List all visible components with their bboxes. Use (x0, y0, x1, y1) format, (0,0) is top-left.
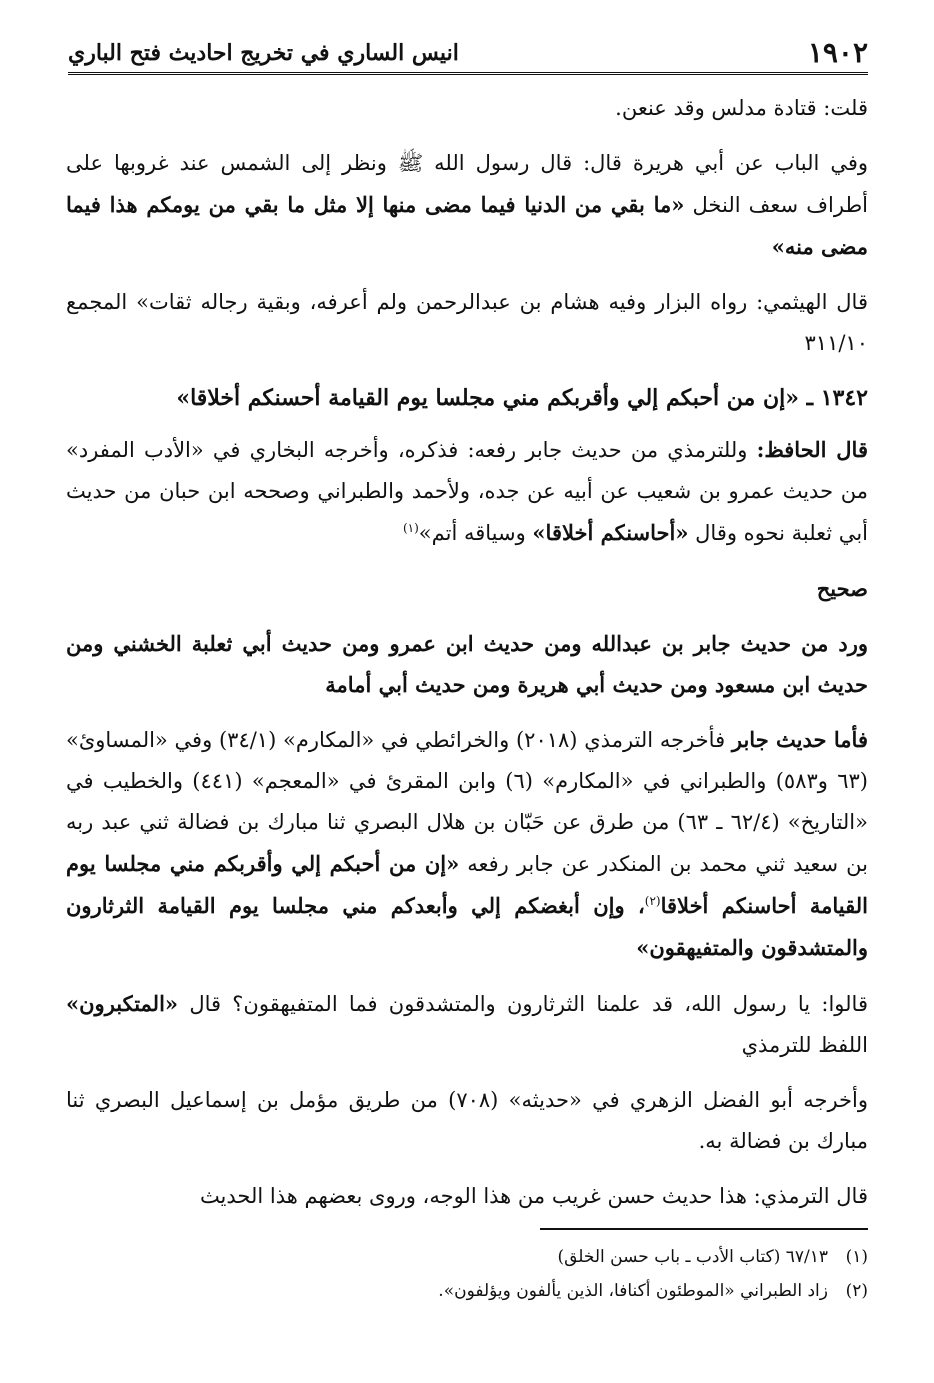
heading-text: ١٣٤٢ ـ «إن من أحبكم إلي وأقربكم مني مجلسا يوم القيامة أحسنكم أخلاقا» (176, 385, 868, 411)
paragraph-haythami (66, 282, 868, 364)
footnote-separator (540, 1228, 868, 1230)
paragraph-text: وأخرجه أبو الفضل الزهري في «حديثه» (٧٠٨) من طريق مؤمل بن إسماعيل البصري ثنا مبارك بن فضالة به. (66, 1088, 868, 1153)
hadith-text: «ما بقي من الدنيا فيما مضى منها إلا مثل ما بقي من يومكم هذا فيما مضى منه» (66, 192, 868, 259)
paragraph-text: ورد من حديث جابر بن عبدالله ومن حديث ابن عمرو ومن حديث أبي ثعلبة الخشني ومن حديث ابن مسعود ومن حديث أبي هريرة ومن حديث أبي أمامة (66, 631, 868, 697)
hadith-text: «إن من أحبكم إلي وأقربكم مني مجلسا يوم القيامة أحاسنكم أخلاقا (66, 851, 868, 918)
paragraph-qalu (66, 983, 868, 1066)
page-body (66, 88, 868, 1231)
paragraph-text: اللفظ للترمذي (741, 1033, 868, 1057)
paragraph-tirmidhi (66, 1176, 868, 1217)
footnote-2 (66, 1274, 868, 1308)
paragraph-zuhri (66, 1080, 868, 1162)
hadith-text: «المتكبرون» (66, 991, 179, 1016)
running-title: انيس الساري في تخريج احاديث فتح الباري (68, 40, 459, 66)
paragraph-text: قال الترمذي: هذا حديث حسن غريب من هذا الوجه، وروى بعضهم هذا الحديث (199, 1184, 868, 1208)
paragraph-sources (66, 623, 868, 705)
paragraph-abu-hurayra (66, 143, 868, 268)
page-header (68, 34, 868, 75)
footnote-text: ٦٧/١٣ (كتاب الأدب ـ باب حسن الخلق) (557, 1247, 828, 1267)
paragraph-text: قلت: قتادة مدلس وقد عنعن. (615, 96, 868, 120)
grading-label (66, 568, 868, 609)
hadith-text: «أحاسنكم أخلاقا» (532, 520, 689, 545)
footnotes (66, 1240, 868, 1308)
paragraph-text: قال الهيثمي: رواه البزار وفيه هشام بن عبدالرحمن ولم أعرفه، وبقية رجاله ثقات» المجمع ٣١١/١٠ (66, 290, 868, 355)
page-number: ١٩٠٢ (807, 36, 868, 69)
hafiz-label: قال الحافظ: (756, 437, 868, 462)
paragraph-text: وللترمذي من حديث جابر رفعه: فذكره، وأخرجه البخاري في «الأدب المفرد» من حديث عمرو بن شعيب عن أبيه عن جده، ولأحمد والطبراني وصححه ابن حبان من حديث أبي ثعلبة نحوه وقال (66, 438, 868, 545)
hadith-text: ، وإن أبغضكم إلي وأبعدكم مني مجلسا يوم القيامة الثرثارون والمتشدقون والمتفيهقون» (66, 893, 868, 960)
footnote-ref-2: (٢) (644, 894, 661, 908)
grading-text: صحيح (816, 576, 868, 601)
paragraph-jabir (66, 719, 868, 969)
paragraph-text: قالوا: يا رسول الله، قد علمنا الثرثارون والمتشدقون فما المتفيهقون؟ قال (178, 992, 868, 1016)
paragraph-qatada (66, 88, 868, 129)
footnote-text: زاد الطبراني «الموطئون أكنافا، الذين يألفون ويؤلفون». (438, 1281, 828, 1301)
paragraph-text: فأخرجه الترمذي (٢٠١٨) والخرائطي في «المكارم» (٣٤/١) وفي «المساوئ» (٦٣ و٥٨٣) والطبراني في «المكارم» (٦) وابن المقرئ في «المعجم» (٤٤١) والخطيب في «التاريخ» (٦٢/٤ ـ ٦٣) من طرق عن حَبّان بن هلال البصري ثنا مبارك بن فضالة ثني عبد ربه بن سعيد ثني محمد بن المنكدر عن جابر رفعه (66, 728, 868, 876)
footnote-number: (١) (845, 1247, 868, 1267)
jabir-label: فأما حديث جابر (731, 727, 868, 752)
footnote-ref-1: (١) (402, 521, 419, 535)
paragraph-text: وسياقه أتم» (418, 521, 533, 545)
paragraph-text: وفي الباب عن أبي هريرة قال: قال رسول الله ﷺ ونظر إلى الشمس عند غروبها على أطراف سعف النخل (66, 151, 868, 217)
footnote-1 (66, 1240, 868, 1274)
hadith-heading (66, 378, 868, 419)
paragraph-hafiz (66, 429, 868, 554)
footnote-number: (٢) (845, 1281, 868, 1301)
